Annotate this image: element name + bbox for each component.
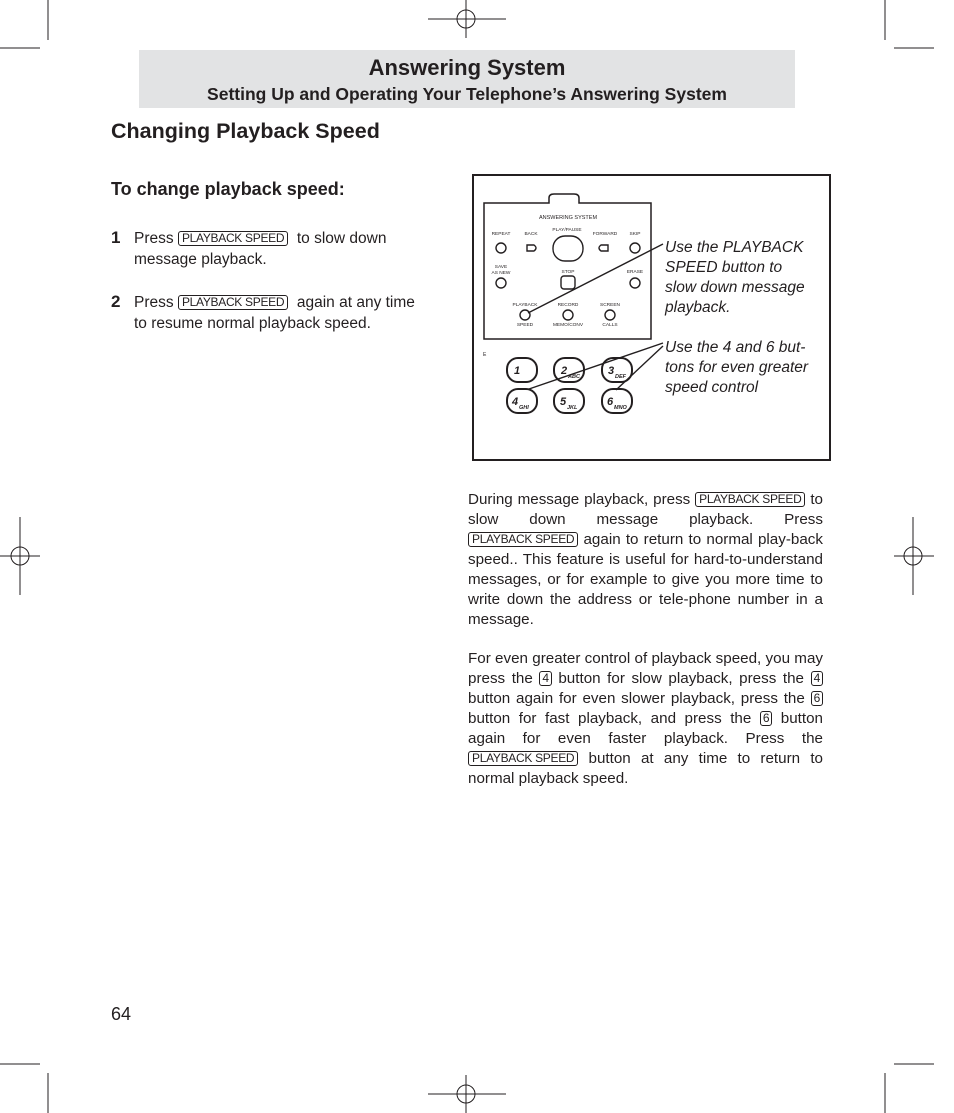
screen-calls-button <box>605 310 615 320</box>
header-band <box>139 50 795 108</box>
skip-button <box>630 243 640 253</box>
registration-mark-bottom <box>428 1075 506 1113</box>
key-6-label: 6 <box>760 711 772 726</box>
svg-text:6: 6 <box>607 396 614 408</box>
screen-label: SCREEN <box>600 303 620 308</box>
erase-label: ERASE <box>626 270 644 275</box>
playback-speed-key-label: PLAYBACK SPEED <box>695 492 805 507</box>
step-1-text <box>134 228 424 270</box>
svg-text:1: 1 <box>514 365 521 377</box>
subheading: To change playback speed: <box>111 179 345 199</box>
back-label: BACK <box>524 232 538 237</box>
forward-button <box>599 245 608 251</box>
repeat-button <box>496 243 506 253</box>
registration-mark-left <box>0 517 40 595</box>
forward-label: FORWARD <box>592 232 618 237</box>
key-4-label: 4 <box>539 671 551 686</box>
playback-speed-key-label: PLAYBACK SPEED <box>178 295 288 310</box>
svg-text:DEF: DEF <box>615 374 626 380</box>
playback-speed-key-label: PLAYBACK SPEED <box>468 532 578 547</box>
playback-speed-button <box>520 310 530 320</box>
playback-speed-key-label: PLAYBACK SPEED <box>178 231 288 246</box>
skip-label: SKIP <box>629 232 641 237</box>
save-as-new-button <box>496 278 506 288</box>
svg-text:MNO: MNO <box>614 405 627 411</box>
svg-text:JKL: JKL <box>567 405 578 411</box>
calls-label: CALLS <box>602 323 618 328</box>
save-label-1: SAVE <box>494 265 508 270</box>
svg-text:GHI: GHI <box>519 405 529 411</box>
record-label: RECORD <box>557 303 579 308</box>
playback-speed-key-label: PLAYBACK SPEED <box>468 751 578 766</box>
repeat-label: REPEAT <box>491 232 511 237</box>
svg-text:3: 3 <box>608 365 615 377</box>
step-2-number: 2 <box>111 292 121 311</box>
back-button <box>527 245 536 251</box>
registration-mark-top <box>428 0 506 38</box>
section-title: Changing Playback Speed <box>111 119 380 143</box>
stop-button <box>561 276 575 289</box>
save-label-2: AS NEW <box>491 271 511 276</box>
caption-keys-4-6: Use the 4 and 6 but- tons for even greater speed control <box>665 339 809 396</box>
page-number: 64 <box>111 1004 132 1024</box>
play-pause-button <box>553 236 583 261</box>
registration-mark-right <box>894 517 934 595</box>
svg-text:4: 4 <box>512 396 519 408</box>
key-6-label: 6 <box>811 691 823 706</box>
header-title: Answering System <box>368 55 566 80</box>
key-1 <box>507 358 537 382</box>
edge-letter: E <box>483 352 487 358</box>
caption-playback-speed: Use the PLAYBACK SPEED button to slow down message playback. <box>665 239 805 316</box>
step-1-pre: Press <box>134 230 174 247</box>
step-2-text <box>134 292 424 334</box>
svg-text:5: 5 <box>560 396 567 408</box>
step-2-pre: Press <box>134 294 174 311</box>
play-pause-label: PLAY/PAUSE <box>552 228 582 233</box>
callout-lines <box>528 244 663 390</box>
panel-label: ANSWERING SYSTEM <box>538 215 598 221</box>
paragraph-playback-speed: During message playback, press PLAYBACK SPEED to slow down message playback. Press PLAYBACK SPEED again to return to normal play-back speed.. This feature is useful for hard-to-understand messages, or for example to give you more time to write down the address or tele-phone number in a message. <box>468 491 823 628</box>
record-button <box>563 310 573 320</box>
stop-label: STOP <box>561 270 575 275</box>
memo-conv-label: MEMO/CONV <box>552 323 584 328</box>
svg-text:ABC: ABC <box>568 374 580 380</box>
playback-label: PLAYBACK <box>512 303 538 308</box>
paragraph-greater-control: For even greater control of playback speed, you may press the 4 button for slow playback, press the 4 button again for even slower playback, press the 6 button for fast playback, and press the 6 button again for even faster playback. Press the PLAYBACK SPEED button at any time to return to normal playback speed. <box>468 650 823 787</box>
speed-label: SPEED <box>516 323 534 328</box>
svg-text:2: 2 <box>561 365 568 377</box>
step-2-post: again at any time to resume normal playback speed. <box>134 294 415 332</box>
step-1-post: to slow down message playback. <box>134 230 387 268</box>
key-4-label: 4 <box>811 671 823 686</box>
figure-box <box>472 174 831 461</box>
erase-button <box>630 278 640 288</box>
header-subtitle: Setting Up and Operating Your Telephone’s Answering System <box>207 84 727 104</box>
step-1-number: 1 <box>111 228 121 247</box>
